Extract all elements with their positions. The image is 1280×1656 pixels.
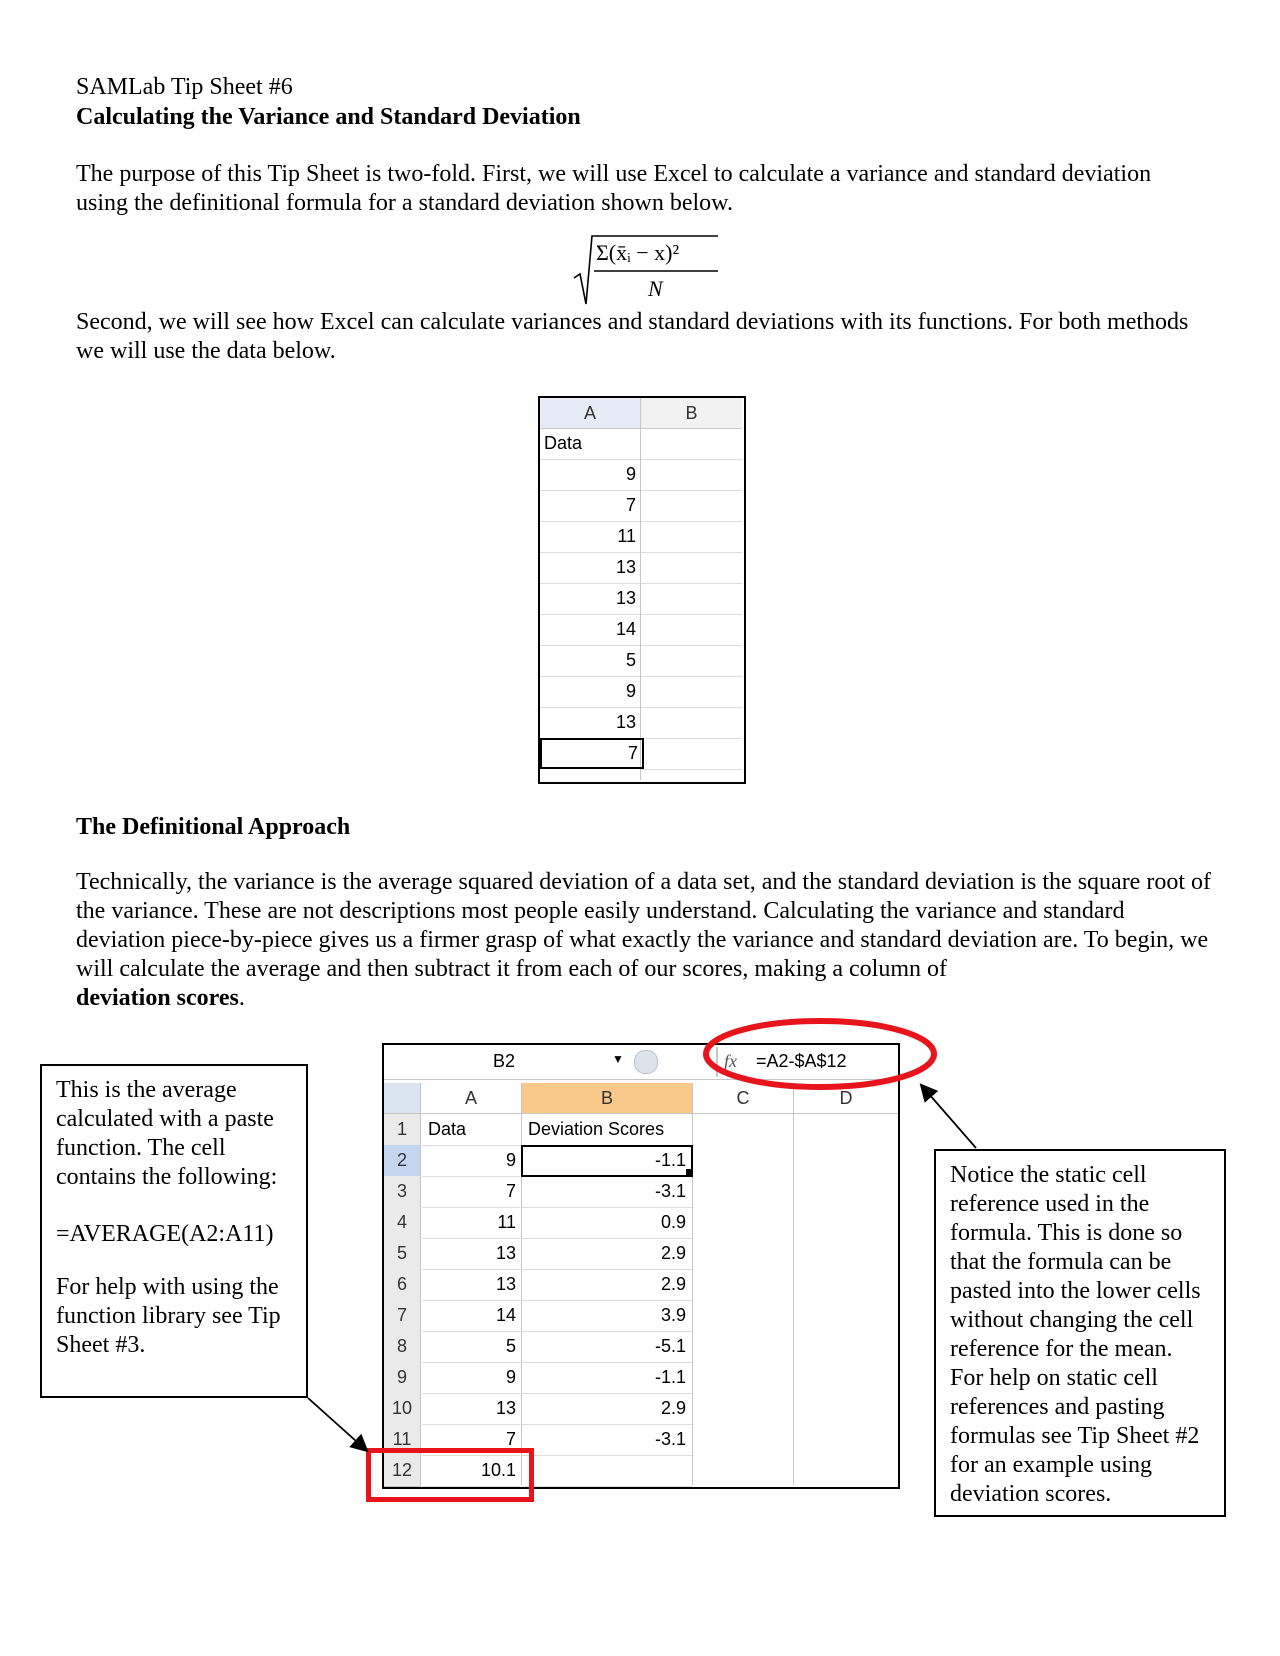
data-value-cell[interactable]: 13	[422, 1393, 520, 1425]
callout-static-reference-text: Notice the static cell reference used in the formula. This is done so that the formula can be pasted into the lower cells without changing the cell reference for the mean. For help on static cell references and pasting formulas see Tip Sheet #2 for an example using deviation scores.	[950, 1162, 1201, 1507]
deviation-score-cell[interactable]: 2.9	[522, 1238, 692, 1270]
sentence-end: .	[238, 985, 245, 1011]
column-header-b[interactable]: B	[522, 1083, 693, 1114]
data-header-cell[interactable]: Data	[422, 1114, 522, 1146]
intro-paragraph: The purpose of this Tip Sheet is two-fold. First, we will use Excel to calculate a variance and standard deviation using the definitional formula for a standard deviation shown below.	[76, 161, 1152, 216]
formula-numerator: Σ(x̄ᵢ − x)²	[596, 240, 680, 265]
data-value-cell[interactable]: 9	[422, 1362, 520, 1394]
deviation-header-cell[interactable]: Deviation Scores	[522, 1114, 694, 1146]
arrow-to-formula	[922, 1086, 976, 1148]
row-number[interactable]: 6	[384, 1269, 421, 1301]
column-header-c[interactable]: C	[693, 1083, 794, 1114]
data-value-cell[interactable]: 13	[540, 707, 640, 739]
formula-input[interactable]: =A2-$A$12	[756, 1051, 847, 1071]
page-title: Calculating the Variance and Standard Deviation	[76, 104, 581, 130]
row-number[interactable]: 9	[384, 1362, 421, 1394]
callout-average-formula: =AVERAGE(A2:A11)	[56, 1221, 274, 1247]
data-value-cell[interactable]: 13	[540, 552, 640, 584]
data-value-cell[interactable]: 11	[540, 521, 640, 553]
row-number[interactable]: 4	[384, 1207, 421, 1239]
data-value-cell[interactable]: 7	[540, 738, 644, 769]
column-header-a[interactable]: A	[421, 1083, 522, 1114]
data-value-cell[interactable]: 5	[422, 1331, 520, 1363]
data-value-cell[interactable]: 5	[540, 645, 640, 677]
deviation-scores-term: deviation scores	[76, 985, 239, 1011]
deviation-score-cell[interactable]: 2.9	[522, 1393, 692, 1425]
data-value-cell[interactable]: 9	[540, 676, 640, 708]
row-number[interactable]: 5	[384, 1238, 421, 1270]
formula-denominator: N	[648, 276, 663, 301]
data-value-cell[interactable]: 13	[422, 1269, 520, 1301]
deviation-score-cell[interactable]: -3.1	[522, 1176, 692, 1208]
data-value-cell[interactable]: 9	[540, 459, 640, 491]
data-value-cell[interactable]: 14	[540, 614, 640, 646]
callout-average-help: For help with using the function library see Tip Sheet #3.	[56, 1274, 281, 1358]
data-value-cell[interactable]: 7	[422, 1424, 520, 1456]
column-header-d[interactable]: D	[794, 1083, 898, 1114]
row-number[interactable]: 3	[384, 1176, 421, 1208]
column-header-a[interactable]: A	[540, 398, 641, 429]
row-number[interactable]: 2	[384, 1145, 421, 1177]
data-value-cell[interactable]: 13	[422, 1238, 520, 1270]
row-number[interactable]: 10	[384, 1393, 421, 1425]
row-number[interactable]: 1	[384, 1114, 421, 1146]
fx-icon[interactable]: fx	[724, 1051, 737, 1071]
second-paragraph: Second, we will see how Excel can calculate variances and standard deviations with its functions. For both methods we will use the data below.	[76, 309, 1189, 364]
callout-average-text: This is the average calculated with a paste function. The cell contains the following:	[56, 1077, 278, 1190]
section-title: The Definitional Approach	[76, 814, 351, 840]
data-value-cell[interactable]: 14	[422, 1300, 520, 1332]
deviation-score-cell[interactable]: 2.9	[522, 1269, 692, 1301]
row-number[interactable]: 7	[384, 1300, 421, 1332]
deviation-score-cell[interactable]: -5.1	[522, 1331, 692, 1363]
tip-sheet-label: SAMLab Tip Sheet #6	[76, 74, 293, 100]
deviation-score-cell[interactable]: 0.9	[522, 1207, 692, 1239]
data-value-cell[interactable]: 7	[422, 1176, 520, 1208]
row-number[interactable]: 11	[384, 1424, 421, 1456]
data-value-cell[interactable]: 13	[540, 583, 640, 615]
arrow-to-mean	[308, 1398, 366, 1450]
row-number[interactable]: 8	[384, 1331, 421, 1363]
row-number[interactable]: 12	[384, 1455, 421, 1487]
data-value-cell[interactable]: 11	[422, 1207, 520, 1239]
deviation-score-cell[interactable]: -1.1	[522, 1145, 692, 1177]
data-header-cell[interactable]: Data	[540, 428, 640, 460]
deviation-score-cell[interactable]: 3.9	[522, 1300, 692, 1332]
technical-text: Technically, the variance is the average squared deviation of a data set, and the standard deviation is the square root of the variance. These are not descriptions most people easily understand. Calculating the variance and standard deviation piece-by-piece gives us a firmer grasp of what exactly the variance and standard deviation are. To begin, we will calculate the average and then subtract it from each of our scores, making a column of	[76, 869, 1211, 982]
deviation-score-cell[interactable]: -3.1	[522, 1424, 692, 1456]
data-value-cell[interactable]: 9	[422, 1145, 520, 1177]
deviation-score-cell[interactable]: -1.1	[522, 1362, 692, 1394]
dropdown-arrow-icon[interactable]: ▼	[612, 1052, 624, 1066]
name-box[interactable]: B2	[492, 1051, 516, 1071]
column-header-b[interactable]: B	[641, 398, 742, 429]
data-value-cell[interactable]: 7	[540, 490, 640, 522]
mean-cell[interactable]: 10.1	[422, 1455, 520, 1487]
